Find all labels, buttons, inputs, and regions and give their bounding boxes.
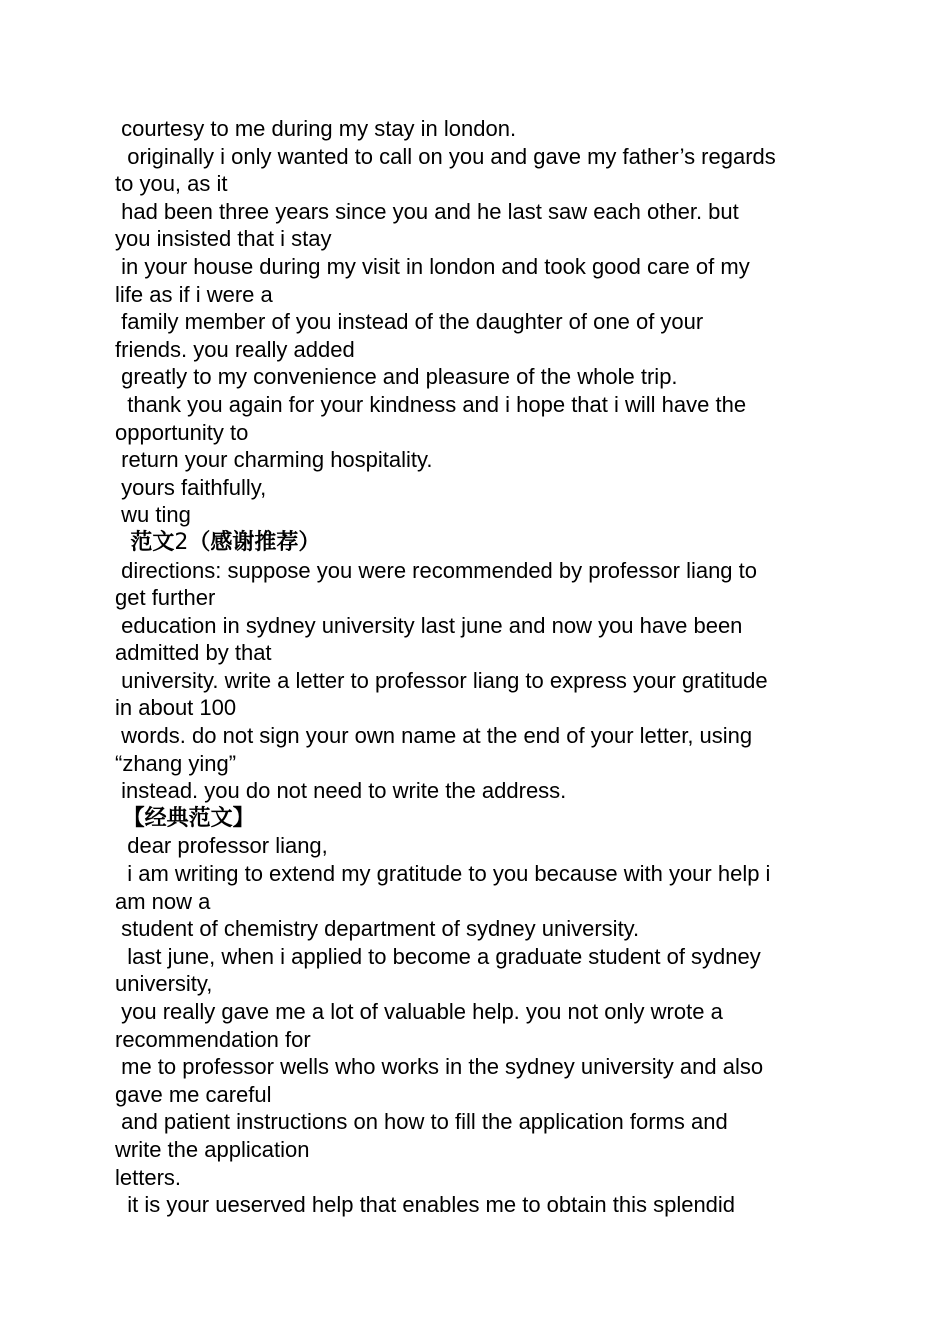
text-line: in your house during my visit in london and took good care of my [115, 253, 750, 279]
text-line: university. write a letter to professor liang to express your gratitude [115, 667, 768, 693]
text-line: recommendation for [115, 1026, 311, 1052]
directions-block [115, 557, 850, 805]
text-line: me to professor wells who works in the sydney university and also [115, 1054, 764, 1080]
text-line: originally i only wanted to call on you and gave my father’s regards [115, 143, 776, 169]
text-line: friends. you really added [115, 336, 355, 362]
text-line: am now a [115, 888, 211, 914]
text-line: letters. [115, 1164, 182, 1190]
text-line: it is your ueserved help that enables me to obtain this splendid [115, 1192, 736, 1218]
text-line: gave me careful [115, 1081, 272, 1107]
text-line: return your charming hospitality. [115, 447, 433, 473]
classic-sample-heading: 【经典范文】 [115, 805, 255, 831]
text-line: yours faithfully, [115, 474, 267, 500]
text-line: in about 100 [115, 695, 237, 721]
letter-2-body [115, 832, 850, 1218]
text-line: words. do not sign your own name at the end of your letter, using [115, 723, 753, 749]
sample-heading-2 [115, 529, 850, 557]
text-line: education in sydney university last june and now you have been [115, 612, 743, 638]
text-line: dear professor liang, [115, 833, 328, 859]
text-line: “zhang ying” [115, 750, 237, 776]
text-line: you really gave me a lot of valuable help. you not only wrote a [115, 999, 723, 1024]
text-line: family member of you instead of the daughter of one of your [115, 309, 704, 335]
text-line: student of chemistry department of sydney university. [115, 916, 640, 942]
text-line: university, [115, 971, 213, 997]
text-line: directions: suppose you were recommended by professor liang to [115, 557, 758, 583]
letter-1-body [115, 115, 850, 529]
text-line: life as if i were a [115, 281, 273, 307]
text-line: wu ting [115, 502, 191, 528]
text-line: had been three years since you and he last saw each other. but [115, 198, 739, 224]
text-line: i am writing to extend my gratitude to you because with your help i [115, 861, 771, 887]
text-line: get further [115, 585, 216, 611]
heading-prefix: 范文 [115, 529, 175, 555]
text-line: opportunity to [115, 419, 249, 445]
text-line: last june, when i applied to become a graduate student of sydney [115, 943, 761, 969]
text-line: and patient instructions on how to fill the application forms and [115, 1109, 728, 1135]
text-line: greatly to my convenience and pleasure of the whole trip. [115, 364, 678, 390]
text-line: you insisted that i stay [115, 226, 332, 252]
heading-number: 2 [174, 529, 189, 555]
text-line: to you, as it [115, 171, 228, 197]
text-line: write the application [115, 1136, 310, 1162]
text-line: courtesy to me during my stay in london. [115, 116, 517, 141]
heading-suffix: （感谢推荐） [188, 529, 321, 555]
text-line: admitted by that [115, 640, 272, 666]
text-line: thank you again for your kindness and i hope that i will have the [115, 391, 747, 417]
text-line: instead. you do not need to write the address. [115, 778, 567, 804]
document-page [115, 115, 850, 1219]
